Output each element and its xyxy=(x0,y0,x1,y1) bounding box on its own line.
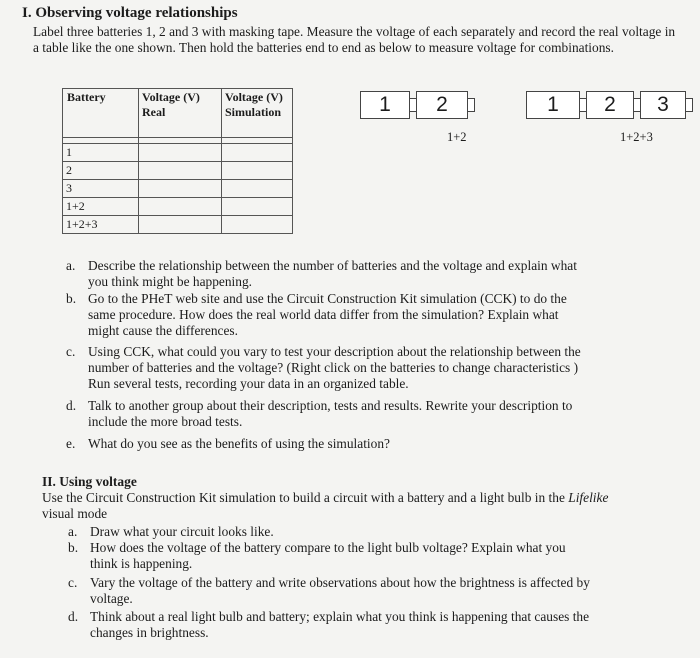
section-2-title: II. Using voltage xyxy=(42,474,137,489)
section-1-title: I. Observing voltage relationships xyxy=(22,5,238,21)
battery-cell-2: 2 xyxy=(416,91,468,119)
question-label: b. xyxy=(68,540,79,555)
question-line: Think about a real light bulb and battery; explain what you think is happening that causes the xyxy=(90,609,590,624)
question-label: d. xyxy=(66,398,77,413)
pair-label: 1+2 xyxy=(447,130,467,144)
question-label: a. xyxy=(66,258,76,273)
battery-triple-diagram xyxy=(526,91,696,119)
table-row xyxy=(63,180,293,198)
question-label: c. xyxy=(68,575,78,590)
question-line: Go to the PHeT web site and use the Circuit Construction Kit simulation (CCK) to do the xyxy=(88,291,567,306)
sim-voltage-cell xyxy=(222,180,293,198)
section-2-intro-start: Use the Circuit Construction Kit simulation to build a circuit with a battery and a light bulb in the xyxy=(42,490,565,505)
real-voltage-cell xyxy=(139,180,222,198)
triple-label: 1+2+3 xyxy=(620,130,653,144)
real-voltage-cell xyxy=(139,144,222,162)
real-voltage-cell xyxy=(139,162,222,180)
section-2-intro xyxy=(42,490,662,522)
battery-cell: 1+2 xyxy=(63,198,139,216)
battery-cell-3: 3 xyxy=(640,91,686,119)
question-line: What do you see as the benefits of using the simulation? xyxy=(88,436,390,451)
battery-cell: 1 xyxy=(63,144,139,162)
battery-terminal xyxy=(467,98,475,112)
question-line: voltage. xyxy=(90,591,133,606)
question-line: Run several tests, recording your data in an organized table. xyxy=(88,376,409,391)
question-line: include the more broad tests. xyxy=(88,414,243,429)
table-row xyxy=(63,162,293,180)
table-header-row xyxy=(63,89,293,138)
question-label: d. xyxy=(68,609,79,624)
question-line: Describe the relationship between the number of batteries and the voltage and explain what xyxy=(88,258,577,273)
battery-cell-1: 1 xyxy=(360,91,410,119)
question-line: Using CCK, what could you vary to test your description about the relationship between the xyxy=(88,344,581,359)
sim-voltage-cell xyxy=(222,198,293,216)
question-line: changes in brightness. xyxy=(90,625,209,640)
question-line: Talk to another group about their description, tests and results. Rewrite your description to xyxy=(88,398,573,413)
real-voltage-cell xyxy=(139,216,222,234)
sim-voltage-cell xyxy=(222,144,293,162)
question-label: e. xyxy=(66,436,76,451)
real-voltage-cell xyxy=(139,198,222,216)
battery-pair-diagram xyxy=(360,91,490,119)
voltage-table xyxy=(62,88,293,234)
question-line: think is happening. xyxy=(90,556,193,571)
question-label: a. xyxy=(68,524,78,539)
battery-terminal xyxy=(685,98,693,112)
header-battery: Battery xyxy=(63,89,139,138)
table-row xyxy=(63,198,293,216)
battery-cell-2: 2 xyxy=(586,91,634,119)
section-2-intro-end: visual mode xyxy=(42,506,108,521)
question-label: b. xyxy=(66,291,77,306)
question-line: you think might be happening. xyxy=(88,274,253,289)
battery-cell: 3 xyxy=(63,180,139,198)
battery-cell: 2 xyxy=(63,162,139,180)
battery-cell-1: 1 xyxy=(526,91,580,119)
sim-voltage-cell xyxy=(222,162,293,180)
header-voltage-simulation: Voltage (V) Simulation xyxy=(222,89,293,138)
question-line: How does the voltage of the battery compare to the light bulb voltage? Explain what you xyxy=(90,540,566,555)
table-row xyxy=(63,144,293,162)
section-2-intro-italic: Lifelike xyxy=(568,490,609,505)
battery-cell: 1+2+3 xyxy=(63,216,139,234)
question-line: might cause the differences. xyxy=(88,323,238,338)
question-line: Draw what your circuit looks like. xyxy=(90,524,274,539)
question-line: Vary the voltage of the battery and write observations about how the brightness is affected by xyxy=(90,575,590,590)
question-line: number of batteries and the voltage? (Right click on the batteries to change characteristics ) xyxy=(88,360,579,375)
question-line: same procedure. How does the real world data differ from the simulation? Explain what xyxy=(88,307,559,322)
question-label: c. xyxy=(66,344,76,359)
sim-voltage-cell xyxy=(222,216,293,234)
table-row xyxy=(63,216,293,234)
section-1-intro: Label three batteries 1, 2 and 3 with masking tape. Measure the voltage of each separately and record the real voltage in a table like the one shown. Then hold the batteries end to end as below to measure voltage for combinations. xyxy=(33,24,676,55)
header-voltage-real: Voltage (V) Real xyxy=(139,89,222,138)
